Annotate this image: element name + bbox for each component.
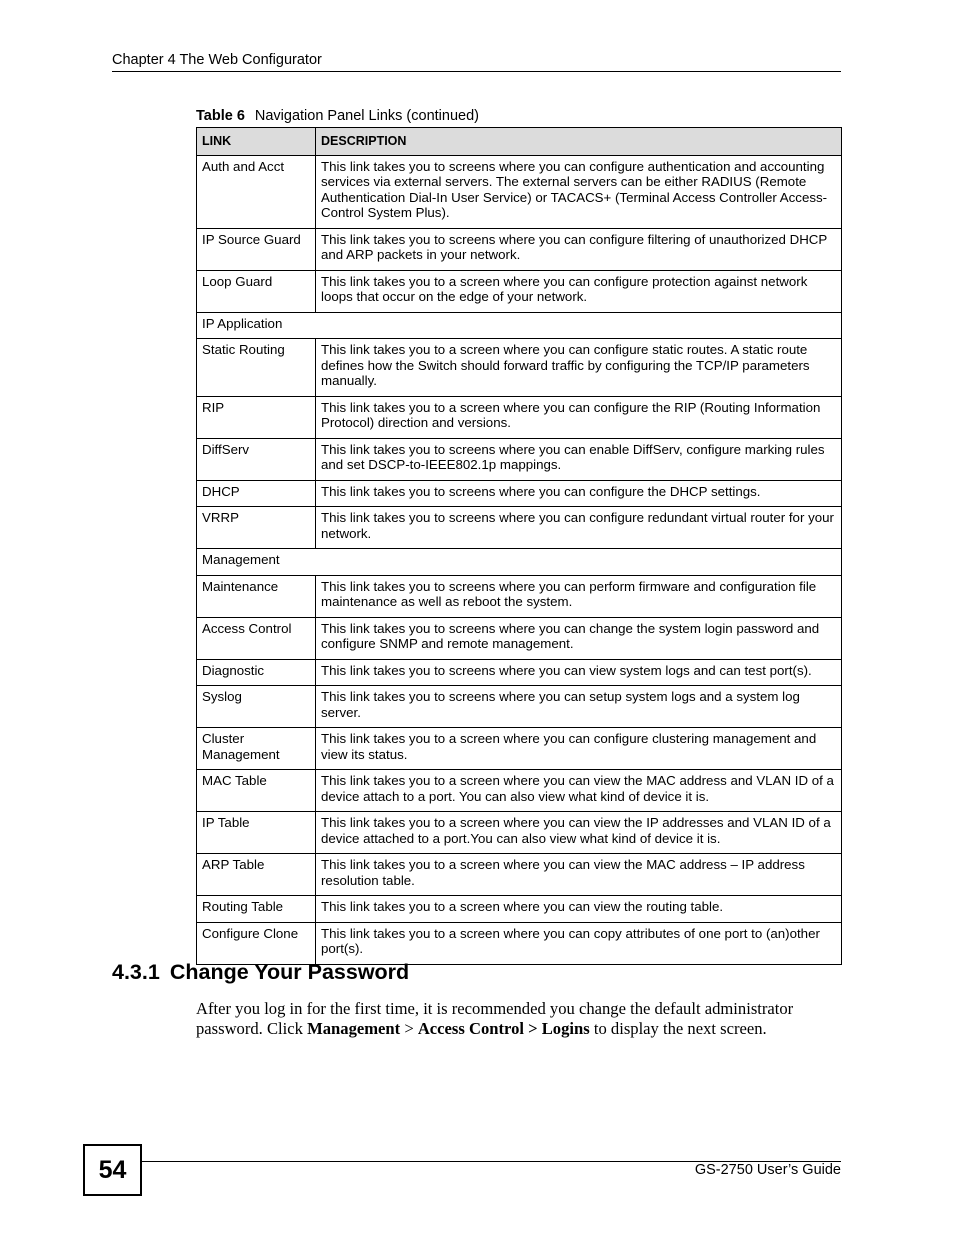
table-row <box>197 770 842 812</box>
table-row <box>197 854 842 896</box>
table-row <box>197 396 842 438</box>
navigation-panel-links-table <box>196 127 842 965</box>
link-cell: Configure Clone <box>197 922 316 964</box>
link-cell: Cluster Management <box>197 728 316 770</box>
description-cell: This link takes you to a screen where you can configure static routes. A static route defines how the Switch should forward traffic by configuring the TCP/IP parameters manually. <box>316 339 842 397</box>
column-header-link: LINK <box>197 128 316 156</box>
description-cell: This link takes you to screens where you can view system logs and can test port(s). <box>316 659 842 686</box>
table-row <box>197 480 842 507</box>
running-header: Chapter 4 The Web Configurator <box>112 52 322 68</box>
table-header-row <box>197 128 842 156</box>
description-cell: This link takes you to a screen where you can view the IP addresses and VLAN ID of a device attached to a port.You can also view what kind of device it is. <box>316 812 842 854</box>
table-row <box>197 228 842 270</box>
table-row <box>197 659 842 686</box>
para-text-3: to display the next screen. <box>589 1019 767 1038</box>
table-row <box>197 922 842 964</box>
section-title: Change Your Password <box>169 960 410 984</box>
table-row <box>197 896 842 923</box>
header-rule <box>112 71 841 72</box>
link-cell: Auth and Acct <box>197 155 316 228</box>
link-cell: Syslog <box>197 686 316 728</box>
link-cell: ARP Table <box>197 854 316 896</box>
body-paragraph <box>196 999 841 1039</box>
description-cell: This link takes you to a screen where you can view the routing table. <box>316 896 842 923</box>
link-cell: Static Routing <box>197 339 316 397</box>
description-cell: This link takes you to a screen where you can configure the RIP (Routing Information Protocol) direction and versions. <box>316 396 842 438</box>
description-cell: This link takes you to a screen where you can configure protection against network loops that occur on the edge of your network. <box>316 270 842 312</box>
table-row <box>197 155 842 228</box>
link-cell: IP Source Guard <box>197 228 316 270</box>
section-heading <box>112 960 409 985</box>
link-cell: RIP <box>197 396 316 438</box>
para-text-1: After you log in for the first time, it is recommended you change the default administrator password. Click <box>196 999 794 1038</box>
table-caption <box>196 108 479 124</box>
description-cell: This link takes you to a screen where you can configure clustering management and view its status. <box>316 728 842 770</box>
description-cell: This link takes you to a screen where you can copy attributes of one port to (an)other port(s). <box>316 922 842 964</box>
description-cell: This link takes you to screens where you can configure filtering of unauthorized DHCP and ARP packets in your network. <box>316 228 842 270</box>
link-cell: IP Table <box>197 812 316 854</box>
table-row <box>197 438 842 480</box>
table-row <box>197 686 842 728</box>
description-cell: This link takes you to screens where you can setup system logs and a system log server. <box>316 686 842 728</box>
table-row <box>197 270 842 312</box>
section-number: 4.3.1 <box>112 960 160 984</box>
description-cell: This link takes you to a screen where you can view the MAC address and VLAN ID of a device attach to a port. You can also view what kind of device it is. <box>316 770 842 812</box>
description-cell: This link takes you to a screen where you can view the MAC address – IP address resolution table. <box>316 854 842 896</box>
link-cell: Maintenance <box>197 575 316 617</box>
link-cell: Routing Table <box>197 896 316 923</box>
description-cell: This link takes you to screens where you can configure authentication and accounting services via external servers. The external servers can be either RADIUS (Remote Authentication Dial-In User Service) or TACACS+ (Terminal Access Controller Access-Control System Plus). <box>316 155 842 228</box>
table-row <box>197 812 842 854</box>
table-section-row <box>197 549 842 576</box>
link-cell: VRRP <box>197 507 316 549</box>
table-row <box>197 339 842 397</box>
page-number: 54 <box>83 1144 142 1196</box>
table-caption-number: Table 6 <box>196 108 245 124</box>
table-row <box>197 728 842 770</box>
table-row <box>197 617 842 659</box>
link-cell: Diagnostic <box>197 659 316 686</box>
table-section-row <box>197 312 842 339</box>
description-cell: This link takes you to screens where you can configure redundant virtual router for your network. <box>316 507 842 549</box>
table-caption-title: Navigation Panel Links (continued) <box>254 108 479 124</box>
section-label: Management <box>197 549 842 576</box>
menu-path-access-control-logins: Access Control > Logins <box>417 1019 590 1038</box>
footer-guide-title: GS-2750 User’s Guide <box>694 1162 841 1178</box>
table-row <box>197 507 842 549</box>
table-body <box>197 155 842 964</box>
menu-path-management: Management <box>307 1019 401 1038</box>
para-text-2: > <box>400 1019 418 1038</box>
description-cell: This link takes you to screens where you can change the system login password and configure SNMP and remote management. <box>316 617 842 659</box>
link-cell: DiffServ <box>197 438 316 480</box>
link-cell: Access Control <box>197 617 316 659</box>
description-cell: This link takes you to screens where you can perform firmware and configuration file maintenance as well as reboot the system. <box>316 575 842 617</box>
section-label: IP Application <box>197 312 842 339</box>
column-header-description: DESCRIPTION <box>316 128 842 156</box>
description-cell: This link takes you to screens where you can enable DiffServ, configure marking rules and set DSCP-to-IEEE802.1p mappings. <box>316 438 842 480</box>
link-cell: MAC Table <box>197 770 316 812</box>
description-cell: This link takes you to screens where you can configure the DHCP settings. <box>316 480 842 507</box>
link-cell: DHCP <box>197 480 316 507</box>
table-row <box>197 575 842 617</box>
link-cell: Loop Guard <box>197 270 316 312</box>
